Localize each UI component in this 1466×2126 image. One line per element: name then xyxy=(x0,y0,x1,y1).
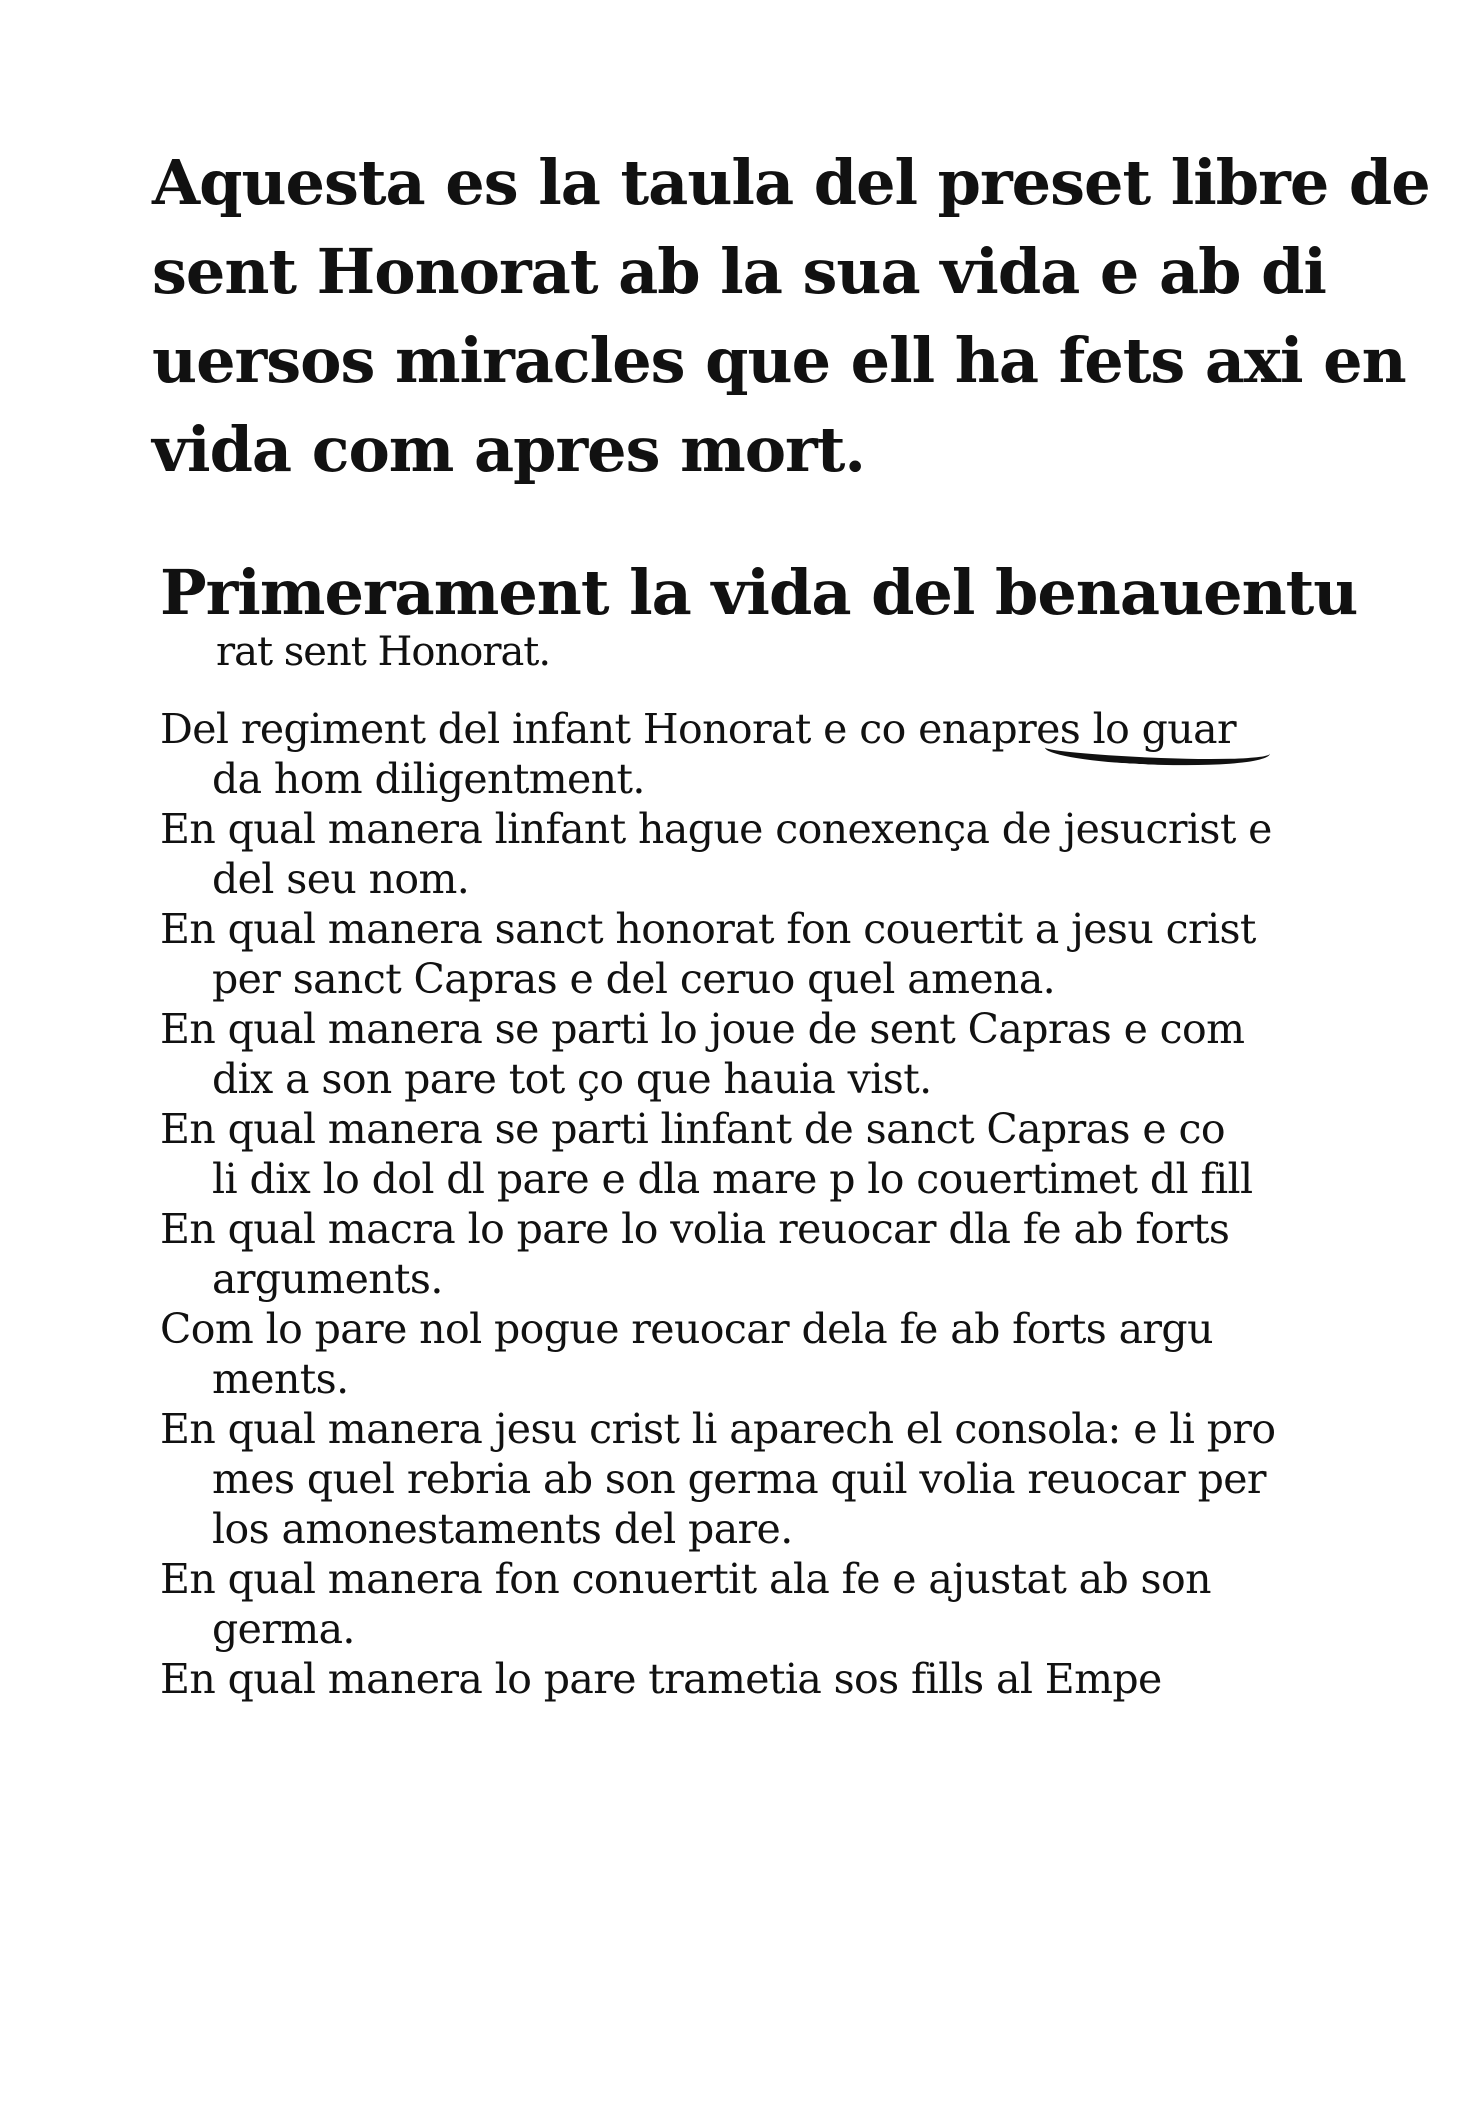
contents-entry xyxy=(160,1554,1340,1654)
heading-line-1: Aquesta es la taula del preset libre de xyxy=(152,146,1430,219)
entry-line: del seu nom. xyxy=(212,855,470,903)
table-of-contents-heading xyxy=(152,138,1430,494)
entry-line: En qual manera fon conuertit ala fe e ajustat ab son xyxy=(160,1555,1211,1603)
entry-line: En qual macra lo pare lo volia reuocar dla fe ab forts xyxy=(160,1205,1230,1253)
heading-line-2: sent Honorat ab la sua vida e ab di xyxy=(152,235,1326,308)
contents-entry xyxy=(160,1004,1340,1104)
contents-entry xyxy=(160,1104,1340,1204)
entry-line: dix a son pare tot ço que hauia vist. xyxy=(212,1055,932,1103)
section-title xyxy=(160,556,1358,676)
entry-line: da hom diligentment. xyxy=(212,755,645,803)
entry-line: Com lo pare nol pogue reuocar dela fe ab forts argu xyxy=(160,1305,1213,1353)
contents-entry xyxy=(160,704,1340,804)
contents-list xyxy=(160,704,1340,1704)
entry-line: En qual manera jesu crist li aparech el consola: e li pro xyxy=(160,1405,1276,1453)
contents-entry xyxy=(160,1654,1340,1704)
contents-entry xyxy=(160,1304,1340,1404)
contents-entry xyxy=(160,904,1340,1004)
entry-line: En qual manera se parti lo joue de sent Capras e com xyxy=(160,1005,1245,1053)
entry-line: germa. xyxy=(212,1605,355,1653)
entry-line: arguments. xyxy=(212,1255,443,1303)
entry-line: En qual manera se parti linfant de sanct Capras e co xyxy=(160,1105,1225,1153)
contents-entry xyxy=(160,1404,1340,1554)
entry-line: los amonestaments del pare. xyxy=(212,1505,793,1553)
entry-line: En qual manera sanct honorat fon couertit a jesu crist xyxy=(160,905,1256,953)
entry-line: li dix lo dol dl pare e dla mare p lo couertimet dl fill xyxy=(212,1155,1253,1203)
entry-line: ments. xyxy=(212,1355,349,1403)
entry-line: mes quel rebria ab son germa quil volia reuocar per xyxy=(212,1455,1266,1503)
entry-line: Del regiment del infant Honorat e co enapres lo guar xyxy=(160,705,1236,753)
contents-entry xyxy=(160,1204,1340,1304)
entry-line: En qual manera linfant hague conexença de jesucrist e xyxy=(160,805,1272,853)
contents-entry xyxy=(160,804,1340,904)
section-title-line-2: rat sent Honorat. xyxy=(216,629,551,675)
entry-line: per sanct Capras e del ceruo quel amena. xyxy=(212,955,1056,1003)
entry-line: En qual manera lo pare trametia sos fills al Empe xyxy=(160,1655,1162,1703)
heading-line-4: vida com apres mort. xyxy=(152,413,865,486)
heading-line-3: uersos miracles que ell ha fets axi en xyxy=(152,324,1406,397)
section-title-line-1: Primerament la vida del benauentu xyxy=(160,556,1358,629)
